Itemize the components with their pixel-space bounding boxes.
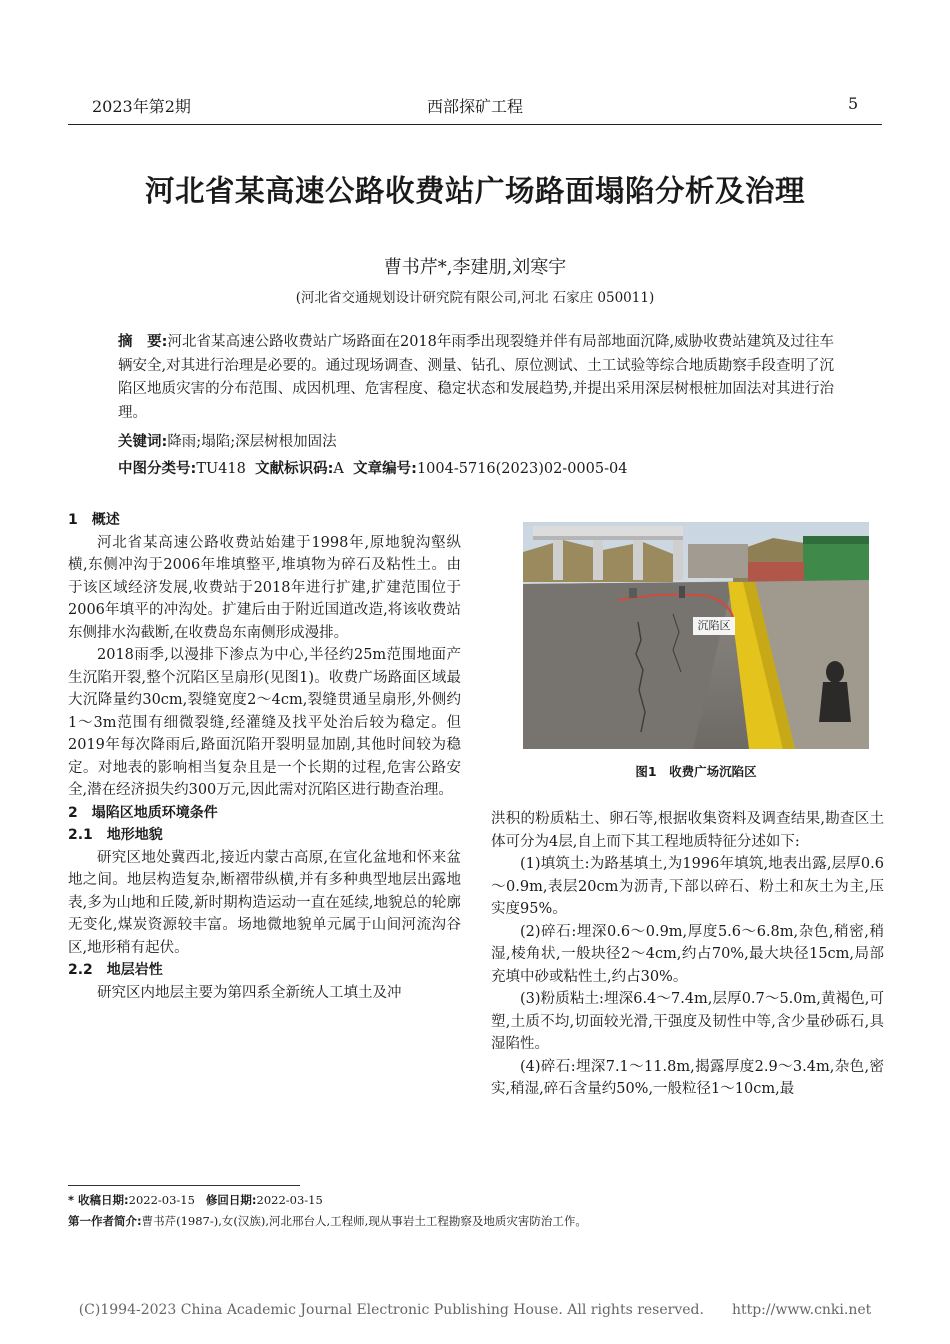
header-divider	[68, 124, 882, 125]
clc-value: TU418	[196, 461, 246, 477]
page-number: 5	[848, 94, 859, 113]
section-1-heading: 1 概述	[68, 512, 120, 528]
paragraph: 河北省某高速公路收费站始建于1998年,原地貌沟壑纵横,东侧冲沟于2006年堆填整平,堆填物为碎石及粘性土。由于该区域经济发展,收费站于2018年进行扩建,扩建范围位于2006年填平的冲沟处。扩建后由于附近国道改造,将该收费站东侧排水沟截断,在收费岛东南侧形成漫排。	[68, 534, 461, 641]
figure-1-photo	[523, 522, 869, 749]
paragraph: (4)碎石:埋深7.1～11.8m,揭露厚度2.9～3.4m,杂色,密实,稍湿,碎石含量约50%,一般粒径1～10cm,最	[491, 1058, 884, 1097]
article-number-label: 文章编号:	[353, 461, 417, 477]
author-bio-label: 第一作者简介:	[68, 1214, 142, 1228]
paragraph: (2)碎石:埋深0.6～0.9m,厚度5.6～6.8m,杂色,稍密,稍湿,棱角状,一般块径2～4cm,约占70%,最大块径15cm,局部充填中砂或粘性土,约占30%。	[491, 923, 884, 985]
article-number-value: 1004-5716(2023)02-0005-04	[416, 461, 628, 477]
article-title: 河北省某高速公路收费站广场路面塌陷分析及治理	[144, 174, 805, 208]
right-column	[491, 808, 884, 1101]
issue-label: 2023年第2期	[92, 97, 191, 116]
author-list: 曹书芹*,李建朋,刘寒宇	[383, 257, 567, 278]
copyright-footer: (C)1994-2023 China Academic Journal Electronic Publishing House. All rights reserved. http://www.cnki.net	[78, 1302, 872, 1318]
revised-value: 2022-03-15	[256, 1193, 323, 1207]
abstract	[118, 331, 834, 425]
footnote-divider	[68, 1185, 300, 1186]
paragraph: (3)粉质粘土:埋深6.4～7.4m,层厚0.7～5.0m,黄褐色,可塑,土质不均,切面较光滑,干强度及韧性中等,含少量砂砾石,具湿陷性。	[491, 991, 884, 1052]
clc-label: 中图分类号:	[118, 461, 197, 477]
author-bio-text: 曹书芹(1987-),女(汉族),河北邢台人,工程师,现从事岩土工程勘察及地质灾害防治工作。	[141, 1214, 587, 1228]
section-2-2-heading: 2.2 地层岩性	[68, 962, 163, 978]
received-date-note	[68, 1192, 323, 1208]
abstract-label: 摘 要:	[118, 334, 168, 350]
section-2-heading: 2 塌陷区地质环境条件	[68, 804, 218, 821]
paragraph: (1)填筑土:为路基填土,为1996年填筑,地表出露,层厚0.6～0.9m,表层20cm为沥青,下部以碎石、粉土和灰土为主,压实度95%。	[491, 856, 884, 917]
toll-plaza-illustration	[523, 522, 869, 749]
doc-code-label: 文献标识码:	[255, 461, 334, 477]
subsidence-zone-label: 沉陷区	[697, 619, 731, 632]
doc-code-value: A	[333, 461, 344, 477]
affiliation: (河北省交通规划设计研究院有限公司,河北 石家庄 050011)	[295, 290, 655, 306]
keywords-text: 降雨;塌陷;深层树根加固法	[167, 434, 337, 450]
keywords	[118, 431, 834, 455]
journal-name: 西部探矿工程	[426, 97, 523, 116]
figure-1-caption: 图1 收费广场沉陷区	[635, 764, 757, 779]
revised-label: 修回日期:	[205, 1193, 257, 1207]
left-column	[68, 509, 461, 1004]
section-2-1-heading: 2.1 地形地貌	[68, 827, 163, 843]
paragraph: 2018雨季,以漫排下渗点为中心,半径约25m范围地面产生沉陷开裂,整个沉陷区呈扇形(见图1)。收费广场路面区域最大沉降量约30cm,裂缝宽度2～4cm,裂缝贯通呈扇形,外侧约1～3m范围有细微裂缝,经灌缝及找平处治后较为稳定。但2019年每次降雨后,路面沉陷开裂明显加剧,其他时间较为稳定。对地表的影响相当复杂且是一个长期的过程,危害公路安全,潜在经济损失约300万元,因此需对沉陷区进行勘查治理。	[68, 647, 461, 798]
paragraph: 研究区内地层主要为第四系全新统人工填土及冲	[97, 984, 402, 1001]
keywords-label: 关键词:	[118, 434, 168, 450]
paragraph: 洪积的粉质粘土、卵石等,根据收集资料及调查结果,勘查区土体可分为4层,自上而下其工程地质特征分述如下:	[491, 811, 884, 850]
abstract-text: 河北省某高速公路收费站广场路面在2018年雨季出现裂缝并伴有局部地面沉降,威胁收费站建筑及过往车辆安全,对其进行治理是必要的。通过现场调查、测量、钻孔、原位测试、土工试验等综合地质勘察手段查明了沉陷区地质灾害的分布范围、成因机理、危害程度、稳定状态和发展趋势,并提出采用深层树根桩加固法对其进行治理。	[118, 334, 834, 421]
received-label: * 收稿日期:	[68, 1193, 129, 1207]
received-value: 2022-03-15	[128, 1193, 195, 1207]
paragraph: 研究区地处冀西北,接近内蒙古高原,在宣化盆地和怀来盆地之间。地层构造复杂,断褶带纵横,并有多种典型地层出露地表,多为山地和丘陵,新时期构造运动一直在延续,地貌总的轮廓无变化,煤炭资源较丰富。场地微地貌单元属于山间河流沟谷区,地形稍有起伏。	[68, 849, 461, 956]
classification-line	[118, 458, 834, 482]
author-bio-note	[68, 1213, 587, 1229]
